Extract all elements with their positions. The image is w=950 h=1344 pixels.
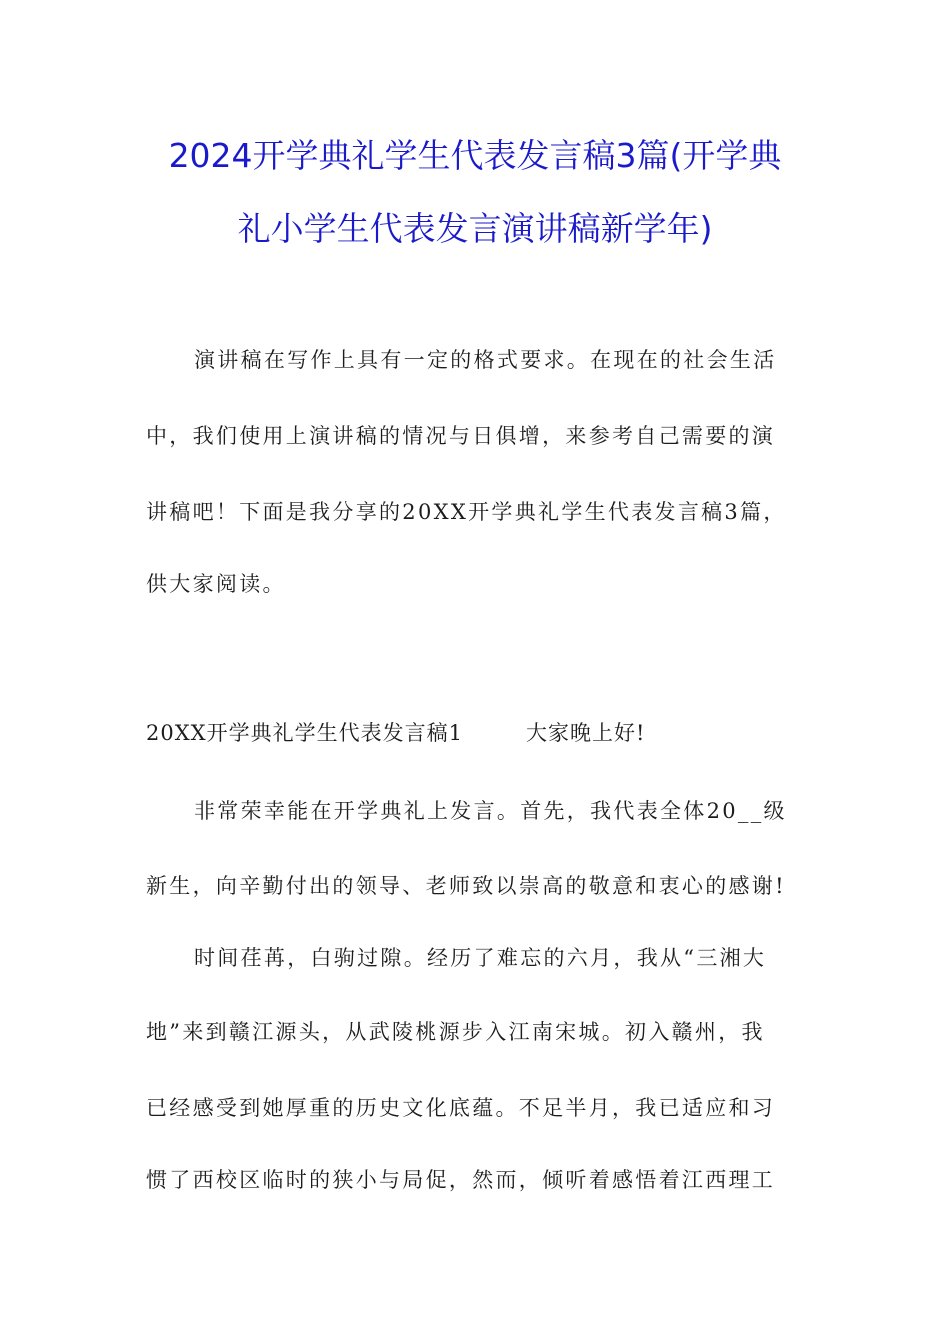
intro-line-1: 演讲稿在写作上具有一定的格式要求。在现在的社会生活: [194, 348, 777, 372]
body-line-3: 时间荏苒，白驹过隙。经历了难忘的六月，我从“三湘大: [194, 946, 767, 970]
body-line-1: 非常荣幸能在开学典礼上发言。首先，我代表全体20__级: [194, 799, 787, 823]
section-heading: 20XX开学典礼学生代表发言稿1: [146, 721, 463, 745]
body-line-2: 新生，向辛勤付出的领导、老师致以崇高的敬意和衷心的感谢!: [146, 874, 786, 898]
body-line-6: 惯了西校区临时的狭小与局促，然而，倾听着感悟着江西理工: [146, 1168, 776, 1192]
intro-line-4: 供大家阅读。: [146, 572, 286, 596]
body-line-4: 地”来到赣江源头，从武陵桃源步入江南宋城。初入赣州，我: [146, 1020, 765, 1044]
greeting: 大家晚上好!: [526, 721, 646, 745]
document-title-line-1: 2024开学典礼学生代表发言稿3篇(开学典: [168, 136, 782, 175]
intro-line-3: 讲稿吧！下面是我分享的20XX开学典礼学生代表发言稿3篇，: [146, 500, 787, 524]
intro-line-2: 中，我们使用上演讲稿的情况与日俱增，来参考自己需要的演: [146, 424, 776, 448]
document-title-line-2: 礼小学生代表发言演讲稿新学年): [237, 209, 713, 248]
body-line-5: 已经感受到她厚重的历史文化底蕴。不足半月，我已适应和习: [146, 1096, 776, 1120]
